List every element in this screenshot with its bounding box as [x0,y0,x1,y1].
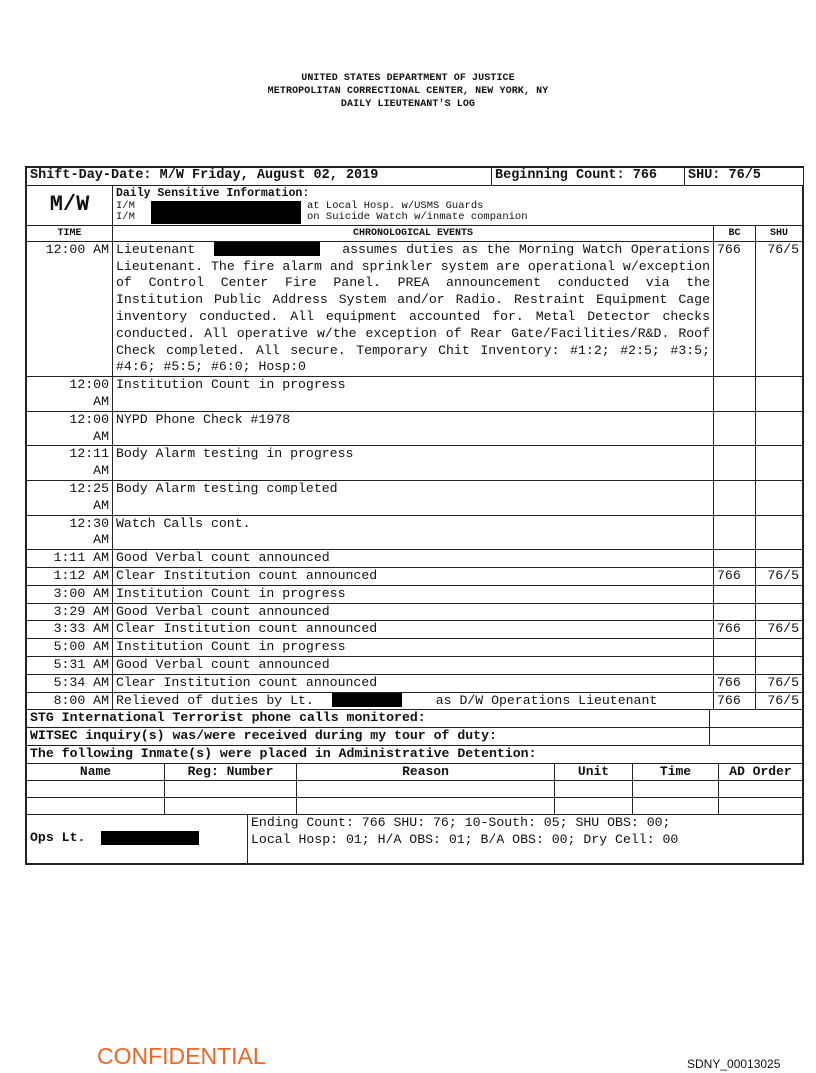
event-text-rest: assumes duties as the Morning Watch Operations Lieutenant. The fire alarm and sprinkler system are operational w/exception of Control Center Fire Panel. PREA announcement conducted via the Institution Public Address System and/or Radio. Restraint Equipment Cage inventory conducted. All equipment accounted for. Metal Detector checks conducted. All operative w/the exception of Rear Gate/Facilities/R&D. Roof Check completed. All secure. Temporary Chit Inventory: #1:2; #2:5; #3:5; #4:6; #5:5; #6:0; Hosp:0 [116,241,710,375]
sensitive-label: Daily Sensitive Information: [116,186,310,200]
detention-row [27,797,803,814]
shift-row [27,168,804,186]
event-row [27,621,803,639]
events-table [26,225,803,711]
footer-table [26,814,803,864]
redaction-box [151,201,301,213]
event-shu [756,550,803,568]
event-shu: 76/5 [756,621,803,639]
event-shu: 76/5 [756,692,803,710]
event-time-line: 12:25 [69,480,109,496]
event-time-suffix: AM [93,497,109,513]
event-text: Body Alarm testing completed [113,480,714,515]
daily-log [25,166,804,865]
event-time [27,621,113,639]
event-row [27,241,803,376]
header-facility: METROPOLITAN CORRECTIONAL CENTER, NEW YORK, NY [267,86,549,97]
shift-code: M/W [27,185,113,225]
witsec-value [710,728,803,746]
event-shu [756,639,803,657]
event-text: Clear Institution count announced [113,621,714,639]
event-shu: 76/5 [756,241,803,376]
events-header-row [27,225,803,241]
col-time-ad: Time [633,763,719,780]
event-row [27,480,803,515]
event-time-suffix: AM [93,428,109,444]
log-table-top [26,167,804,186]
sensitive-info-table [26,185,803,226]
event-row [27,585,803,603]
event-text: Institution Count in progress [113,377,714,412]
header-title: DAILY LIEUTENANT'S LOG [340,99,476,110]
bates-number: SDNY_00013025 [687,1057,781,1071]
event-row [27,411,803,446]
event-time-line: 12:00 [69,377,109,393]
event-bc [714,515,756,550]
event-text: Good Verbal count announced [113,656,714,674]
event-time-line: 12:11 [69,446,109,462]
relieved-text-start: Relieved of duties by Lt. [116,692,314,708]
col-shu: SHU [756,225,803,241]
redaction-box [332,693,402,707]
ops-lt-label: Ops Lt. [30,830,86,846]
event-time-line: 3:00 AM [53,585,109,601]
ops-lt-cell [27,814,248,863]
relieved-row [27,692,803,710]
event-time-line: 5:34 AM [53,674,109,690]
confidential-mark: CONFIDENTIAL [97,1043,266,1069]
event-time [27,550,113,568]
event-shu [756,585,803,603]
event-row [27,515,803,550]
event-time-line: 1:11 AM [53,550,109,566]
sensitive-text-1: at Local Hosp. w/USMS Guards [307,199,484,212]
event-shu [756,446,803,481]
event-rows [27,377,803,692]
event-bc: 766 [714,241,756,376]
ending-count [248,814,803,863]
event-bc [714,377,756,412]
sensitive-prefix-1: I/M [116,199,135,212]
shift-date: Shift-Day-Date: M/W Friday, August 02, 2019 [27,168,492,186]
event-bc: 766 [714,674,756,692]
event-time: 12:00 AM [27,241,113,376]
col-reg: Reg: Number [165,763,297,780]
event-time-line: 5:00 AM [53,639,109,655]
event-shu [756,656,803,674]
event-shu [756,480,803,515]
redaction-box [101,831,199,845]
col-reason: Reason [297,763,555,780]
detention-table [26,763,803,815]
event-time [27,411,113,446]
event-bc [714,656,756,674]
event-text: NYPD Phone Check #1978 [113,411,714,446]
event-time-line: 12:30 [69,515,109,531]
event-time-suffix: AM [93,463,109,479]
event-time [27,585,113,603]
event-row [27,603,803,621]
event-bc [714,603,756,621]
event-row [27,639,803,657]
event-bc: 766 [714,692,756,710]
event-bc [714,585,756,603]
event-text [113,692,714,710]
event-time [27,515,113,550]
event-time [27,674,113,692]
redaction-box [151,212,301,224]
event-bc: 766 [714,567,756,585]
event-time: 8:00 AM [27,692,113,710]
event-time [27,377,113,412]
event-time-line: 3:29 AM [53,603,109,619]
event-shu [756,603,803,621]
sensitive-text-2: on Suicide Watch w/inmate companion [307,211,528,224]
event-text: Good Verbal count announced [113,603,714,621]
event-row [27,550,803,568]
event-bc [714,480,756,515]
event-shu: 76/5 [756,567,803,585]
event-time [27,480,113,515]
event-time-suffix: AM [93,532,109,548]
event-shu [756,411,803,446]
event-time [27,567,113,585]
document-header [0,72,816,111]
col-events: CHRONOLOGICAL EVENTS [113,225,714,241]
ending-line-2: Local Hosp: 01; H/A OBS: 01; B/A OBS: 00; Dry Cell: 00 [251,831,679,847]
event-time [27,603,113,621]
stg-value [710,710,803,728]
event-time [27,446,113,481]
event-time [27,639,113,657]
event-shu [756,377,803,412]
event-bc [714,411,756,446]
event-text [113,241,714,376]
event-row [27,446,803,481]
relieved-text-end: as D/W Operations Lieutenant [435,692,658,708]
event-shu [756,515,803,550]
event-bc [714,446,756,481]
event-text: Watch Calls cont. [113,515,714,550]
event-bc [714,550,756,568]
col-unit: Unit [555,763,633,780]
ending-line-1: Ending Count: 766 SHU: 76; 10-South: 05; SHU OBS: 00; [251,814,671,830]
event-row [27,674,803,692]
event-text: Good Verbal count announced [113,550,714,568]
col-bc: BC [714,225,756,241]
stg-note: STG International Terrorist phone calls monitored: [27,710,710,728]
event-bc [714,639,756,657]
sensitive-line-2 [116,212,799,224]
notes-table [26,709,803,763]
event-time-line: 12:00 [69,411,109,427]
event-time-line: 5:31 AM [53,656,109,672]
detention-note: The following Inmate(s) were placed in Administrative Detention: [27,745,803,763]
event-row [27,567,803,585]
col-ad-order: AD Order [719,763,803,780]
sensitive-prefix-2: I/M [116,211,135,224]
detention-row [27,780,803,797]
header-agency: UNITED STATES DEPARTMENT OF JUSTICE [301,73,515,84]
event-text: Body Alarm testing in progress [113,446,714,481]
shu-count: SHU: 76/5 [685,168,804,186]
col-time: TIME [27,225,113,241]
event-row [27,377,803,412]
event-time-line: 3:33 AM [53,621,109,637]
col-name: Name [27,763,165,780]
event-time-suffix: AM [93,393,109,409]
event-text: Clear Institution count announced [113,567,714,585]
event-bc: 766 [714,621,756,639]
beginning-count: Beginning Count: 766 [492,168,685,186]
witsec-note: WITSEC inquiry(s) was/were received during my tour of duty: [27,728,710,746]
event-time [27,656,113,674]
event-time-line: 1:12 AM [53,567,109,583]
event-row [27,656,803,674]
event-text: Institution Count in progress [113,585,714,603]
event-text: Institution Count in progress [113,639,714,657]
event-shu: 76/5 [756,674,803,692]
redaction-box [214,242,320,256]
event-text: Clear Institution count announced [113,674,714,692]
event-text-start: Lieutenant [116,241,196,257]
